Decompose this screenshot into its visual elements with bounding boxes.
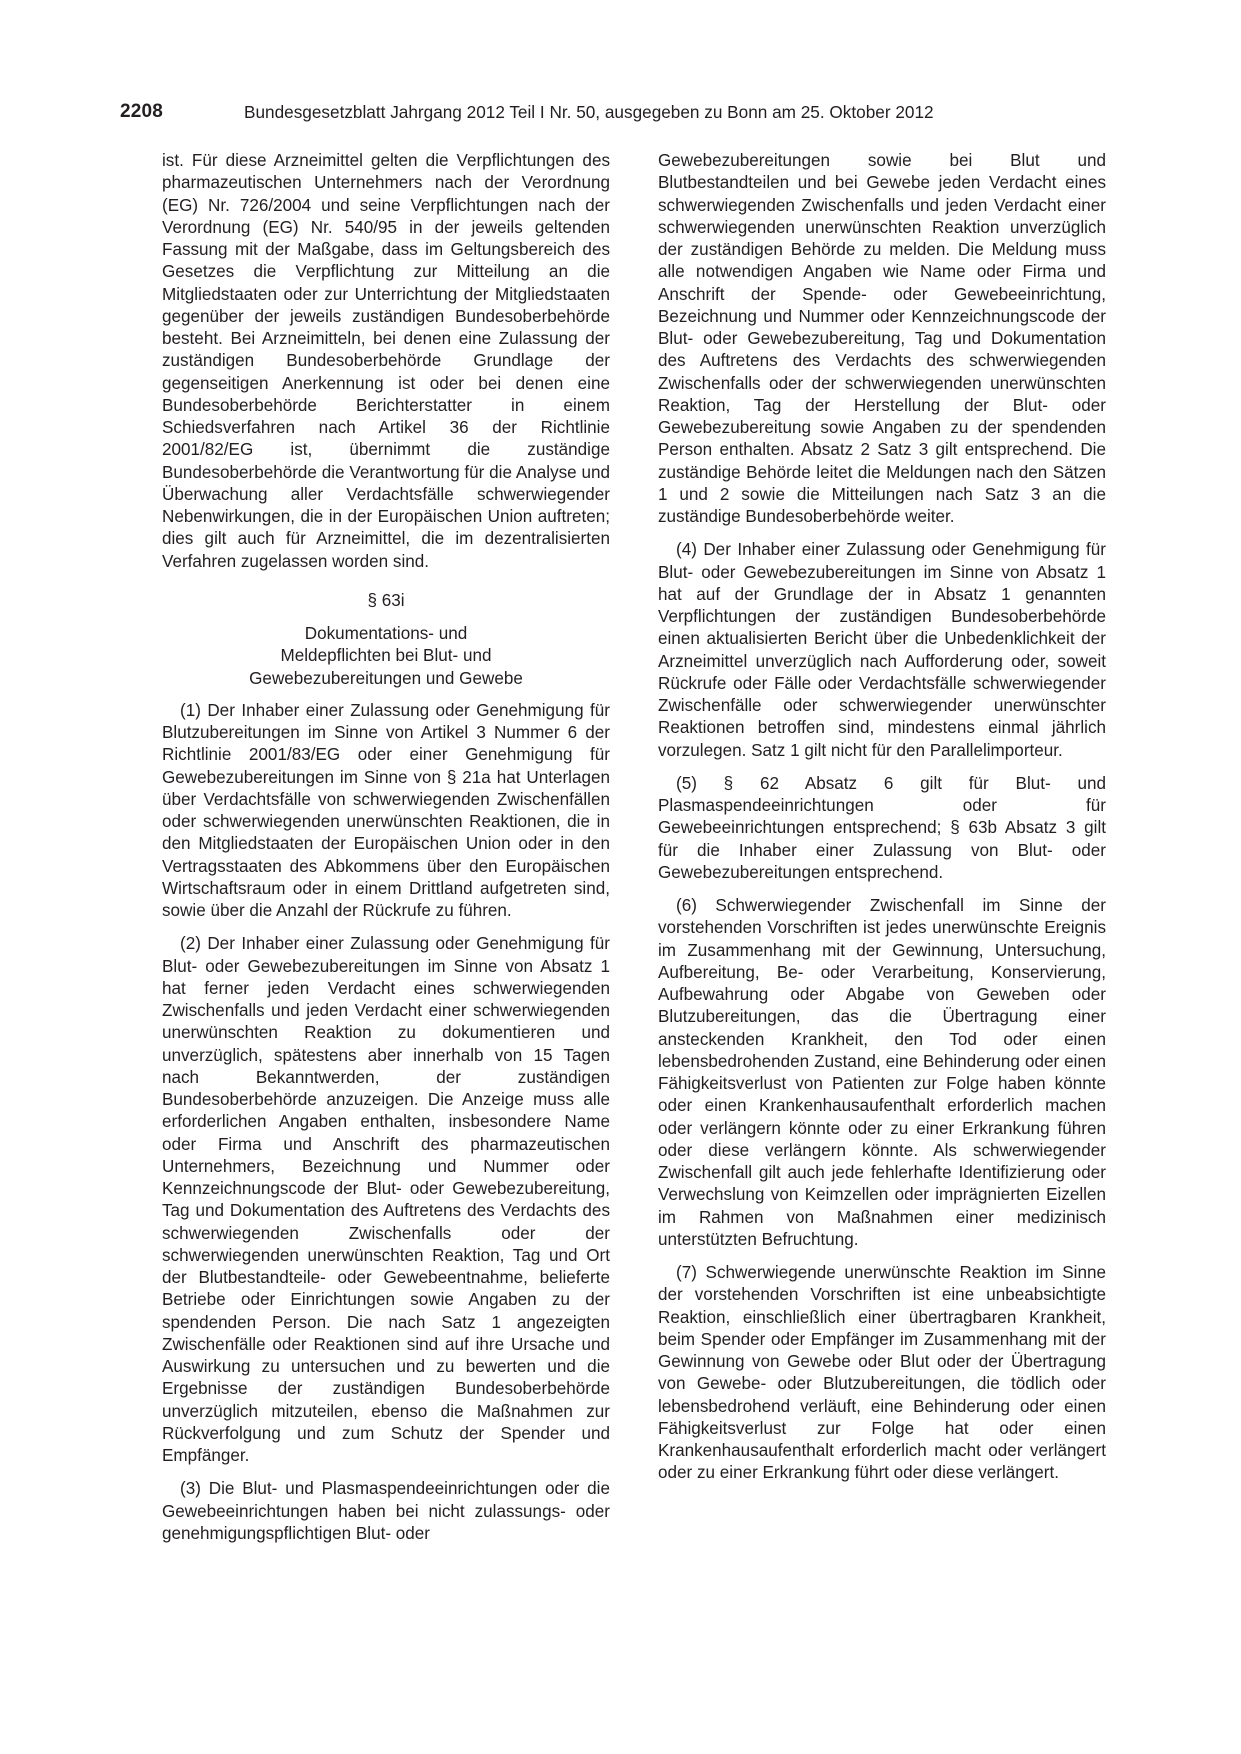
paragraph-6: (6) Schwerwiegender Zwischenfall im Sinne der vorstehenden Vorschriften ist jedes unerwünschte Ereignis im Zusammenhang mit der Gewinnung, Untersuchung, Aufbereitung, Be- oder Verarbeitung, Konservierung, Aufbewahrung oder Abgabe von Geweben oder Blutzubereitungen, das die Übertragung einer ansteckenden Krankheit, den Tod oder einen lebensbedrohenden Zustand, eine Behinderung oder einen Fähigkeitsverlust von Patienten zur Folge haben könnte oder einen Krankenhausaufenthalt erforderlich machen oder verlängern könnte oder zu einer Erkrankung führen oder diese verlängern könnte. Als schwerwiegender Zwischenfall gilt auch jede fehlerhafte Identifizierung oder Verwechslung von Keimzellen oder imprägnierten Eizellen im Rahmen von Maßnahmen einer medizinisch unterstützten Befruchtung. [658, 896, 1106, 1249]
continued-paragraph: ist. Für diese Arzneimittel gelten die Verpflichtungen des pharmazeutischen Unternehmers nach der Verordnung (EG) Nr. 726/2004 und seine Verpflichtungen nach der Verordnung (EG) Nr. 540/95 in der jeweils geltenden Fassung mit der Maßgabe, dass im Geltungsbereich des Gesetzes die Verpflichtung zur Mitteilung an die Mitgliedstaaten oder zur Unterrichtung der Mitgliedstaaten gegenüber der jeweils zuständigen Bundesoberbehörde besteht. Bei Arzneimitteln, bei denen eine Zulassung der zuständigen Bundesoberbehörde Grundlage der gegenseitigen Anerkennung ist oder bei denen eine Bundesoberbehörde Berichterstatter in einem Schiedsverfahren nach Artikel 36 der Richtlinie 2001/82/EG ist, übernimmt die zuständige Bundesoberbehörde die Verantwortung für die Analyse und Überwachung aller Verdachtsfälle schwerwiegender Nebenwirkungen, die in der Europäischen Union auftreten; dies gilt auch für Arzneimittel, die im dezentralisierten Verfahren zugelassen worden sind. [162, 151, 610, 571]
section-number: § 63i [367, 590, 405, 610]
paragraph-4: (4) Der Inhaber einer Zulassung oder Genehmigung für Blut- oder Gewebezubereitungen im Sinne von Absatz 1 hat auf der Grundlage der in Absatz 1 genannten Verpflichtungen der zuständigen Bundesoberbehörde einen aktualisierten Bericht über die Unbedenklichkeit der Arzneimittel unverzüglich nach Aufforderung oder, soweit Rückrufe oder Fälle oder Verdachtsfälle schwerwiegender Zwischenfälle oder schwerwiegender unerwünschter Reaktionen betroffen sind, mindestens einmal jährlich vorzulegen. Satz 1 gilt nicht für den Parallelimporteur. [658, 540, 1106, 760]
left-column [162, 150, 610, 1556]
right-column [658, 150, 1106, 1496]
paragraph-1: (1) Der Inhaber einer Zulassung oder Genehmigung für Blutzubereitungen im Sinne von Artikel 3 Nummer 6 der Richtlinie 2001/83/EG oder einer Genehmigung für Gewebezubereitungen im Sinne von § 21a hat Unterlagen über Verdachtsfälle von schwerwiegenden Zwischenfällen oder schwerwiegenden unerwünschten Reaktionen, die in den Mitgliedstaaten der Europäischen Union oder in den Vertragsstaaten des Abkommens über den Europäischen Wirtschaftsraum oder in einem Drittland aufgetreten sind, sowie über die Anzahl der Rückrufe zu führen. [162, 700, 610, 920]
paragraph-2: (2) Der Inhaber einer Zulassung oder Genehmigung für Blut- oder Gewebezubereitungen im Sinne von Absatz 1 hat ferner jeden Verdacht eines schwerwiegenden Zwischenfalls und jeden Verdacht einer schwerwiegenden unerwünschten Reaktion zu dokumentieren und unverzüglich, spätestens aber innerhalb von 15 Tagen nach Bekanntwerden, der zuständigen Bundesoberbehörde anzuzeigen. Die Anzeige muss alle erforderlichen Angaben enthalten, insbesondere Name oder Firma und Anschrift des pharmazeutischen Unternehmers, Bezeichnung und Nummer oder Kennzeichnungscode der Blut- oder Gewebezubereitung, Tag und Dokumentation des Auftretens des Verdachts des schwerwiegenden Zwischenfalls oder der schwerwiegenden unerwünschten Reaktion, Tag und Ort der Blutbestandteile- oder Gewebeentnahme, belieferte Betriebe oder Einrichtungen sowie Angaben zu der spendenden Person. Die nach Satz 1 angezeigten Zwischenfälle oder Reaktionen sind auf ihre Ursache und Auswirkung zu untersuchen und zu bewerten und die Ergebnisse der zuständigen Bundesoberbehörde unverzüglich mitzuteilen, ebenso die Maßnahmen zur Rückverfolgung und zum Schutz der Spender und Empfänger. [162, 934, 610, 1465]
paragraph-5: (5) § 62 Absatz 6 gilt für Blut- und Plasmaspendeeinrichtungen oder für Gewebeeinrichtungen entsprechend; § 63b Absatz 3 gilt für die Inhaber einer Zulassung von Blut- oder Gewebezubereitungen entsprechend. [658, 773, 1106, 882]
paragraph-7: (7) Schwerwiegende unerwünschte Reaktion im Sinne der vorstehenden Vorschriften ist eine unbeabsichtigte Reaktion, einschließlich einer übertragbaren Krankheit, beim Spender oder Empfänger im Zusammenhang mit der Gewinnung von Gewebe oder Blut oder der Übertragung von Gewebe- oder Blutzubereitungen, die tödlich oder lebensbedrohend verläuft, eine Behinderung oder einen Fähigkeitsverlust zur Folge hat oder einen Krankenhausaufenthalt erforderlich macht oder verlängert oder zu einer Erkrankung führt oder diese verlängert. [658, 1263, 1106, 1483]
running-title: Bundesgesetzblatt Jahrgang 2012 Teil I Nr. 50, ausgegeben zu Bonn am 25. Oktober 2012 [244, 102, 934, 122]
paragraph-3-start: (3) Die Blut- und Plasmaspendeeinrichtungen oder die Gewebeeinrichtungen haben bei nicht zulassungs- oder genehmigungspflichtigen Blut- oder [162, 1479, 610, 1543]
paragraph-3-continued: Gewebezubereitungen sowie bei Blut und Blutbestandteilen und bei Gewebe jeden Verdacht eines schwerwiegenden Zwischenfalls und jeden Verdacht einer schwerwiegenden unerwünschten Reaktion unverzüglich der zuständigen Behörde zu melden. Die Meldung muss alle notwendigen Angaben wie Name oder Firma und Anschrift der Spende- oder Gewebeeinrichtung, Bezeichnung und Nummer oder Kennzeichnungscode der Blut- oder Gewebezubereitung, Tag und Dokumentation des Auftretens des Verdachts des schwerwiegenden Zwischenfalls oder der schwerwiegenden unerwünschten Reaktion, Tag der Herstellung der Blut- oder Gewebezubereitung sowie Angaben zu der spendenden Person enthalten. Absatz 2 Satz 3 gilt entsprechend. Die zuständige Behörde leitet die Meldungen nach den Sätzen 1 und 2 sowie die Mitteilungen nach Satz 3 an die zuständige Bundesoberbehörde weiter. [658, 151, 1106, 526]
page-number: 2208 [120, 101, 164, 122]
section-title: Dokumentations- und Meldepflichten bei Blut- und Gewebezubereitungen und Gewebe [249, 624, 523, 688]
